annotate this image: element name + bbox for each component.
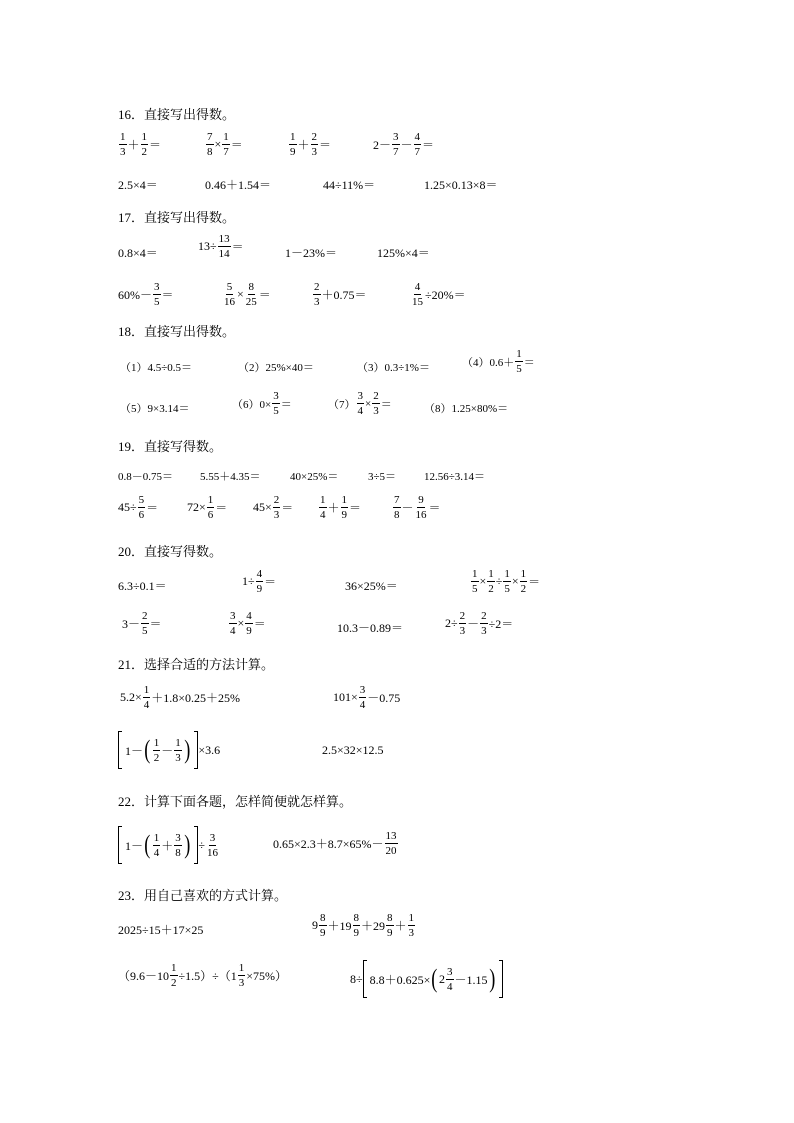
q19-expr-9 [318, 494, 361, 521]
fraction [459, 610, 467, 637]
whole-number: 9 [312, 918, 318, 932]
left-paren: ( [144, 830, 151, 859]
fraction [153, 832, 161, 859]
equals: ＝ [380, 398, 392, 411]
operator: ＋ [161, 838, 174, 853]
operator: ＋ [394, 919, 407, 933]
right-paren: ) [488, 964, 495, 993]
q19-expr-8 [253, 494, 293, 521]
left-paren: ( [144, 735, 151, 764]
numerator: 9 [418, 494, 424, 506]
expr-prefix: （4）0.6＋ [462, 356, 515, 369]
fraction [415, 494, 428, 521]
denominator: 15 [412, 296, 423, 308]
q17-expr-6 [222, 281, 271, 308]
expr-suffix: ＋0.75＝ [321, 288, 367, 302]
fraction [393, 494, 401, 521]
fraction [141, 610, 149, 637]
fraction [319, 494, 327, 521]
denominator: 14 [218, 248, 230, 260]
equals: ＝ [253, 617, 266, 631]
q19-expr-10 [392, 494, 441, 521]
fraction [515, 348, 523, 375]
expr-suffix: ÷20%＝ [425, 288, 466, 302]
denominator: 4 [230, 625, 236, 637]
denominator: 2 [141, 146, 148, 158]
numerator: 1 [320, 494, 326, 506]
equals: ＝ [264, 575, 277, 589]
q17-expr-3: 1－23%＝ [285, 246, 337, 260]
fraction [273, 494, 281, 521]
right-bracket [499, 960, 503, 998]
q16-expr-4 [373, 131, 434, 158]
numerator: 3 [447, 965, 453, 978]
expr-suffix: ＋1.8×0.25＋25% [151, 691, 241, 705]
numerator: 3 [209, 831, 216, 844]
expr-prefix: 45÷ [118, 500, 137, 514]
numerator: 1 [153, 831, 160, 844]
fraction [218, 233, 231, 260]
denominator: 9 [256, 583, 263, 595]
numerator: 1 [207, 494, 214, 506]
q16-expr-6: 0.46＋1.54＝ [205, 178, 272, 192]
numerator: 1 [120, 131, 126, 143]
denominator: 9 [290, 146, 296, 158]
numerator: 3 [357, 390, 363, 402]
operator: × [511, 574, 519, 588]
denominator: 2 [488, 583, 494, 595]
fraction [245, 281, 258, 308]
numerator: 1 [488, 568, 494, 580]
q20-expr-6 [228, 610, 266, 637]
denominator: 3 [481, 625, 487, 637]
numerator: 1 [290, 131, 296, 143]
denominator: 2 [520, 583, 527, 595]
denominator: 6 [207, 509, 214, 521]
fraction [392, 131, 400, 158]
fraction [313, 281, 321, 308]
expr-prefix: （7） [328, 398, 356, 411]
expr-prefix: 1－ [125, 838, 144, 853]
q20-title: 20．直接写得数。 [118, 544, 223, 559]
fraction [206, 832, 219, 859]
equals: ＝ [161, 288, 174, 302]
denominator: 4 [320, 509, 326, 521]
expr-prefix: 2－ [373, 138, 392, 152]
expr-prefix: 45× [253, 500, 272, 514]
fraction [359, 684, 367, 711]
denominator: 8 [207, 146, 213, 158]
numerator: 4 [256, 568, 263, 580]
equals: ＝ [230, 138, 243, 152]
fraction [411, 281, 424, 308]
denominator: 8 [394, 509, 400, 521]
q18-expr-3: （3）0.3÷1%＝ [357, 362, 430, 374]
expr-prefix: 5.2× [120, 690, 142, 704]
fraction [141, 131, 149, 158]
expr-prefix: 8÷ [350, 971, 363, 986]
expr-prefix: 101× [333, 690, 358, 704]
q16-expr-2 [205, 131, 243, 158]
numerator: 8 [248, 281, 255, 293]
equals: ＝ [281, 501, 294, 515]
right-paren: ) [184, 830, 191, 859]
denominator: 5 [142, 625, 148, 637]
denominator: 25 [245, 296, 257, 308]
numerator: 1 [143, 684, 150, 696]
fraction [408, 912, 416, 939]
q18-expr-5: （5）9×3.14＝ [120, 403, 190, 415]
q17-title: 17．直接写出得数。 [118, 210, 236, 225]
operator: ÷ [495, 574, 503, 588]
q19-expr-3: 40×25%＝ [290, 471, 339, 483]
numerator: 3 [230, 610, 236, 622]
operator: ＋29 [361, 919, 386, 933]
denominator: 8 [175, 846, 181, 859]
denominator: 16 [206, 846, 218, 859]
denominator: 9 [387, 927, 393, 939]
operator: × [214, 137, 222, 151]
q16-expr-8: 1.25×0.13×8＝ [424, 178, 498, 192]
q23-expr-4 [350, 960, 503, 998]
fraction [357, 390, 365, 417]
denominator: 3 [314, 296, 320, 308]
fraction [229, 610, 237, 637]
numerator: 8 [320, 912, 326, 924]
left-bracket [363, 960, 367, 998]
q16-title: 16．直接写出得数。 [118, 107, 236, 122]
q22-title: 22．计算下面各题，怎样简便就怎样算。 [118, 794, 353, 809]
q19-expr-4: 3÷5＝ [368, 471, 397, 483]
denominator: 16 [224, 296, 235, 308]
denominator: 5 [154, 296, 160, 308]
fraction [341, 494, 349, 521]
denominator: 2 [171, 977, 177, 989]
expr-middle: ÷1.5）÷（1 [178, 969, 237, 983]
numerator: 13 [385, 830, 397, 842]
q18-expr-1: （1）4.5÷0.5＝ [120, 362, 193, 374]
numerator: 1 [223, 131, 229, 143]
equals: ＝ [280, 398, 292, 411]
denominator: 3 [273, 509, 280, 521]
fraction [174, 832, 182, 859]
denominator: 16 [415, 509, 427, 521]
q20-expr-8 [445, 610, 513, 637]
operator: ÷ [198, 837, 205, 852]
fraction [311, 131, 319, 158]
expr-prefix: 3－ [122, 617, 141, 631]
q18-title: 18．直接写出得数。 [118, 324, 236, 339]
numerator: 2 [273, 494, 280, 506]
q21-expr-3 [118, 731, 220, 769]
q21-expr-2 [333, 684, 400, 711]
q19-expr-1: 0.8－0.75＝ [118, 471, 173, 483]
q20-expr-5 [122, 610, 162, 637]
numerator: 1 [516, 348, 522, 360]
denominator: 3 [373, 405, 379, 417]
operator: ＋19 [327, 919, 352, 933]
q23-expr-2 [312, 912, 416, 939]
expr-suffix: ×3.6 [198, 742, 221, 757]
denominator: 3 [120, 146, 126, 158]
q19-title: 19．直接写得数。 [118, 439, 223, 454]
equals: ＝ [215, 501, 228, 515]
numerator: 1 [141, 131, 148, 143]
q17-expr-8 [410, 281, 466, 308]
expr-prefix: 1－ [125, 743, 144, 758]
q20-expr-7: 10.3－0.89＝ [337, 621, 404, 635]
equals: ＝ [319, 138, 332, 152]
denominator: 4 [357, 405, 363, 417]
denominator: 3 [311, 146, 318, 158]
operator: ＋ [127, 138, 140, 152]
numerator: 4 [414, 131, 421, 143]
denominator: 5 [273, 405, 279, 417]
fraction [256, 568, 264, 595]
fraction [480, 610, 488, 637]
fraction [414, 131, 422, 158]
fraction [372, 390, 380, 417]
q20-expr-2 [242, 568, 276, 595]
numerator: 4 [414, 281, 421, 293]
fraction [386, 912, 394, 939]
q17-expr-5 [118, 281, 174, 308]
q21-expr-1 [120, 684, 240, 711]
q17-expr-2 [198, 233, 244, 260]
denominator: 4 [143, 699, 150, 711]
equals: ＝ [149, 138, 162, 152]
numerator: 8 [387, 912, 393, 924]
numerator: 1 [153, 736, 160, 749]
left-bracket [118, 826, 122, 864]
expr-prefix: 0.65×2.3＋8.7×65%－ [273, 837, 384, 851]
q19-expr-2: 5.55＋4.35＝ [200, 471, 261, 483]
equals: ＝ [428, 501, 441, 515]
left-bracket [118, 731, 122, 769]
numerator: 7 [207, 131, 213, 143]
fraction [353, 912, 361, 939]
fraction [174, 737, 182, 764]
numerator: 3 [154, 281, 160, 293]
expr-prefix: 60%－ [118, 288, 152, 302]
numerator: 3 [359, 684, 366, 696]
q16-expr-7: 44÷11%＝ [323, 178, 376, 192]
fraction [503, 568, 511, 595]
q16-expr-1 [118, 131, 161, 158]
numerator: 8 [353, 912, 360, 924]
denominator: 7 [223, 146, 229, 158]
fraction [238, 962, 246, 989]
numerator: 2 [142, 610, 148, 622]
numerator: 1 [238, 962, 245, 974]
q22-expr-1 [118, 826, 220, 864]
left-paren: ( [431, 964, 438, 993]
numerator: 13 [218, 233, 230, 245]
numerator: 7 [394, 494, 400, 506]
q23-expr-3 [118, 962, 287, 989]
numerator: 2 [311, 131, 318, 143]
q18-expr-2: （2）25%×40＝ [238, 362, 314, 374]
expr-suffix: ×75%） [246, 969, 287, 983]
q16-expr-5: 2.5×4＝ [118, 178, 158, 192]
equals: ＝ [523, 356, 535, 369]
fraction [385, 830, 398, 857]
q21-title: 21．选择合适的方法计算。 [118, 657, 275, 672]
denominator: 7 [414, 146, 421, 158]
equals: ＝ [528, 575, 541, 589]
denominator: 6 [138, 509, 145, 521]
whole-number: 2 [439, 971, 446, 986]
fraction [446, 966, 454, 993]
q17-expr-4: 125%×4＝ [377, 246, 430, 260]
q23-title: 23．用自己喜欢的方式计算。 [118, 888, 288, 903]
equals: ＝ [146, 501, 159, 515]
fraction [222, 131, 230, 158]
expr-suffix: ÷2＝ [488, 617, 514, 631]
fraction [138, 494, 146, 521]
numerator: 5 [138, 494, 145, 506]
equals: ＝ [422, 138, 435, 152]
numerator: 2 [481, 610, 487, 622]
denominator: 9 [353, 927, 360, 939]
q22-expr-2 [273, 830, 399, 857]
numerator: 1 [408, 912, 415, 924]
q19-expr-7 [187, 494, 227, 521]
operator: ＋ [327, 501, 340, 515]
numerator: 2 [459, 610, 466, 622]
q17-expr-7 [312, 281, 367, 308]
numerator: 1 [520, 568, 527, 580]
fraction [153, 737, 161, 764]
operator: － [161, 743, 174, 758]
fraction [272, 390, 280, 417]
fraction [289, 131, 297, 158]
q19-expr-5: 12.56÷3.14＝ [424, 471, 486, 483]
q18-expr-4 [462, 348, 535, 375]
equals: ＝ [349, 501, 362, 515]
fraction [207, 494, 215, 521]
q17-expr-1: 0.8×4＝ [118, 246, 158, 260]
denominator: 2 [153, 751, 160, 764]
q23-expr-1: 2025÷15＋17×25 [118, 923, 204, 937]
denominator: 5 [516, 363, 522, 375]
numerator: 1 [175, 736, 181, 749]
fraction [319, 912, 327, 939]
denominator: 7 [393, 146, 399, 158]
fraction [170, 962, 178, 989]
denominator: 9 [246, 625, 252, 637]
right-paren: ) [184, 735, 191, 764]
fraction [153, 281, 161, 308]
numerator: 2 [314, 281, 320, 293]
expr-suffix: －1.15 [454, 972, 488, 987]
q18-expr-8: （8）1.25×80%＝ [424, 403, 509, 415]
numerator: 5 [226, 281, 233, 293]
q20-expr-3: 36×25%＝ [345, 579, 398, 593]
denominator: 3 [408, 927, 415, 939]
numerator: 1 [504, 568, 510, 580]
fraction [206, 131, 214, 158]
denominator: 4 [447, 980, 453, 993]
q16-expr-3 [288, 131, 331, 158]
denominator: 3 [459, 625, 466, 637]
operator: × [479, 574, 487, 588]
expr-prefix: （9.6－10 [118, 969, 170, 983]
denominator: 9 [320, 927, 326, 939]
expr-prefix: （6）0× [232, 398, 272, 411]
denominator: 4 [359, 699, 366, 711]
operator: ＋ [297, 138, 310, 152]
operator: × [237, 287, 244, 301]
numerator: 3 [393, 131, 399, 143]
denominator: 4 [153, 846, 160, 859]
q21-expr-4: 2.5×32×12.5 [322, 743, 384, 757]
q19-expr-6 [118, 494, 158, 521]
expr-prefix: 1÷ [242, 574, 255, 588]
fraction [471, 568, 479, 595]
numerator: 1 [472, 568, 478, 580]
expr-middle: 8.8＋0.625× [369, 972, 431, 987]
numerator: 3 [175, 831, 181, 844]
operator: － [400, 138, 413, 152]
operator: － [401, 501, 414, 515]
denominator: 3 [238, 977, 245, 989]
numerator: 2 [373, 390, 379, 402]
fraction [143, 684, 151, 711]
denominator: 5 [472, 583, 478, 595]
numerator: 3 [273, 390, 279, 402]
equals: ＝ [231, 240, 244, 254]
q20-expr-4 [470, 568, 540, 595]
fraction [520, 568, 528, 595]
q18-expr-7 [328, 390, 392, 417]
numerator: 1 [171, 962, 177, 974]
expr-suffix: －0.75 [367, 691, 401, 705]
denominator: 3 [175, 751, 181, 764]
equals: ＝ [149, 617, 162, 631]
fraction [487, 568, 495, 595]
fraction [223, 281, 236, 308]
numerator: 1 [341, 494, 348, 506]
expr-prefix: 2÷ [445, 616, 458, 630]
equals: ＝ [258, 288, 271, 302]
numerator: 4 [246, 610, 252, 622]
denominator: 9 [341, 509, 348, 521]
expr-prefix: 13÷ [198, 239, 217, 253]
q20-expr-1: 6.3÷0.1＝ [118, 579, 167, 593]
operator: × [365, 397, 372, 410]
operator: × [237, 616, 245, 630]
operator: － [467, 617, 480, 631]
denominator: 20 [385, 845, 397, 857]
denominator: 5 [504, 583, 510, 595]
fraction [119, 131, 127, 158]
expr-prefix: 72× [187, 500, 206, 514]
fraction [245, 610, 253, 637]
q18-expr-6 [232, 390, 292, 417]
